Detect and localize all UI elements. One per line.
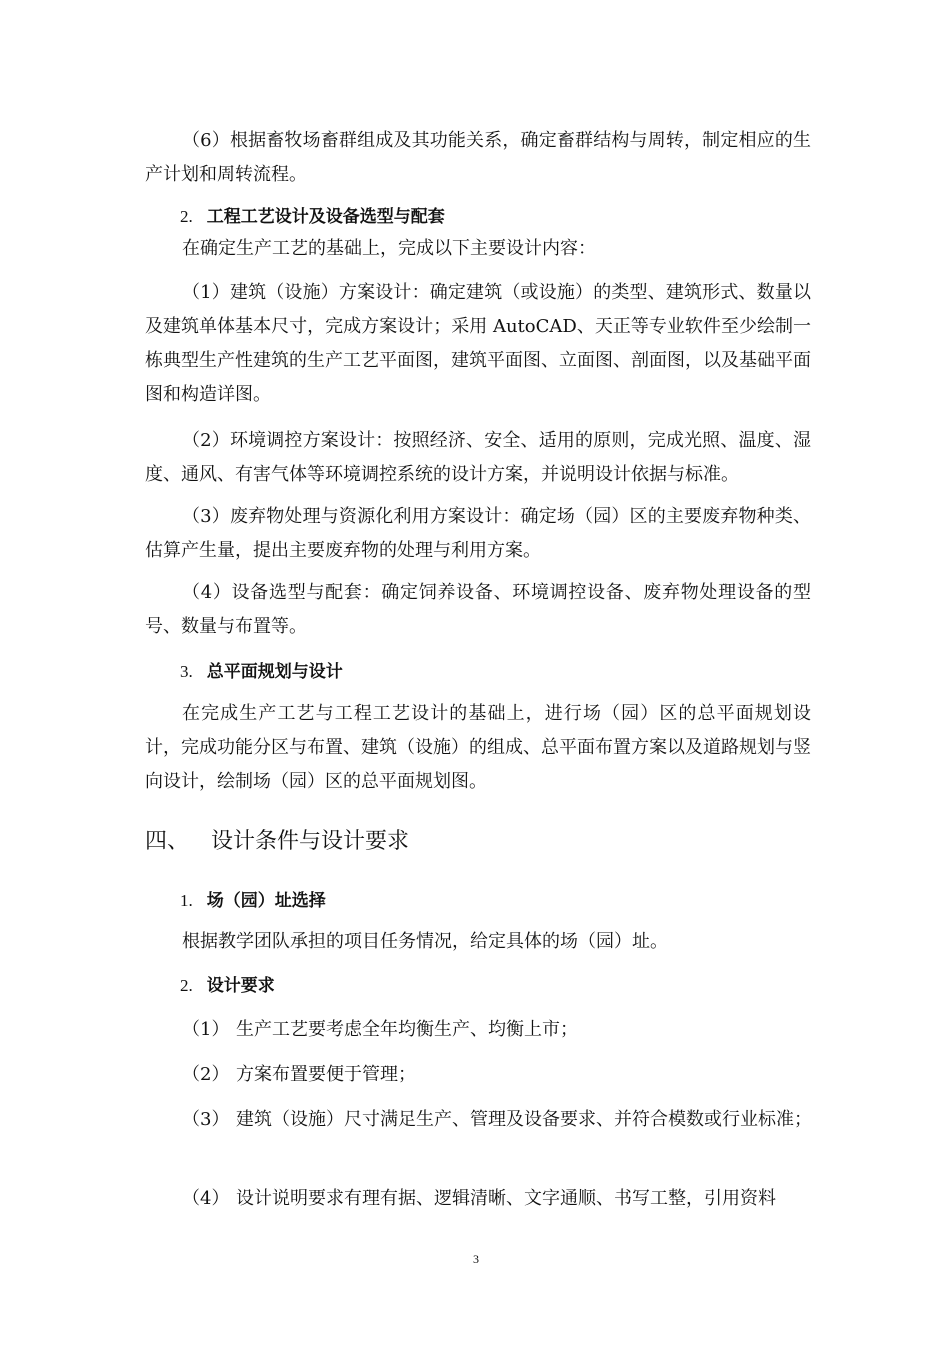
paragraph-site-given: 根据教学团队承担的项目任务情况，给定具体的场（园）址。 [182, 931, 668, 952]
paragraph-site-plan-design: 在完成生产工艺与工程工艺设计的基础上，进行场（园）区的总平面规划设计，完成功能分区与布置、建筑（设施）的组成、总平面布置方案以及道路规划与竖向设计，绘制场（园）区的总平面规划图。 [145, 703, 811, 792]
requirement-text: 建筑（设施）尺寸满足生产、管理及设备要求、并符合模数或行业标准； [236, 1109, 812, 1130]
heading-text: 工程工艺设计及设备选型与配套 [206, 207, 445, 227]
heading-text: 总平面规划与设计 [206, 662, 343, 682]
section-title: 设计条件与设计要求 [211, 829, 410, 854]
section-heading-design-conditions [145, 826, 409, 858]
heading-number: 2. [180, 207, 193, 226]
heading-site-plan [180, 659, 343, 685]
requirement-item [182, 1013, 812, 1047]
requirement-number: （3） [182, 1109, 230, 1130]
requirement-text: 生产工艺要考虑全年均衡生产、均衡上市； [236, 1019, 578, 1040]
heading-site-selection [180, 888, 326, 914]
requirement-number: （2） [182, 1064, 230, 1085]
paragraph-environment-control: （2）环境调控方案设计：按照经济、安全、适用的原则，完成光照、温度、湿度、通风、有害气体等环境调控系统的设计方案，并说明设计依据与标准。 [145, 430, 811, 485]
requirement-number: （1） [182, 1019, 230, 1040]
paragraph-herd-structure: （6）根据畜牧场畜群组成及其功能关系，确定畜群结构与周转，制定相应的生产计划和周转流程。 [145, 130, 811, 185]
heading-number: 3. [180, 662, 193, 681]
paragraph-equipment-selection: （4）设备选型与配套：确定饲养设备、环境调控设备、废弃物处理设备的型号、数量与布置等。 [145, 582, 811, 637]
requirement-item [182, 1058, 812, 1092]
paragraph-building-design: （1）建筑（设施）方案设计：确定建筑（或设施）的类型、建筑形式、数量以及建筑单体基本尺寸，完成方案设计；采用 AutoCAD、天正等专业软件至少绘制一栋典型生产性建筑的生产工艺平面图，建筑平面图、立面图、剖面图，以及基础平面图和构造详图。 [145, 282, 811, 405]
requirement-item [182, 1103, 812, 1137]
section-number: 四、 [145, 829, 190, 854]
page-number: 3 [473, 1252, 479, 1266]
requirement-text: 方案布置要便于管理； [236, 1064, 416, 1085]
requirement-number: （4） [182, 1188, 230, 1209]
paragraph-waste-treatment: （3）废弃物处理与资源化利用方案设计：确定场（园）区的主要废弃物种类、估算产生量，提出主要废弃物的处理与利用方案。 [145, 506, 811, 561]
requirement-item [182, 1182, 812, 1216]
heading-text: 场（园）址选择 [206, 891, 326, 911]
paragraph-design-content-intro: 在确定生产工艺的基础上，完成以下主要设计内容： [182, 238, 596, 259]
heading-engineering-process [180, 204, 445, 230]
heading-text: 设计要求 [206, 976, 275, 996]
requirement-text: 设计说明要求有理有据、逻辑清晰、文字通顺、书写工整，引用资料 [236, 1188, 776, 1209]
heading-design-requirements [180, 973, 275, 999]
heading-number: 1. [180, 891, 193, 910]
heading-number: 2. [180, 976, 193, 995]
